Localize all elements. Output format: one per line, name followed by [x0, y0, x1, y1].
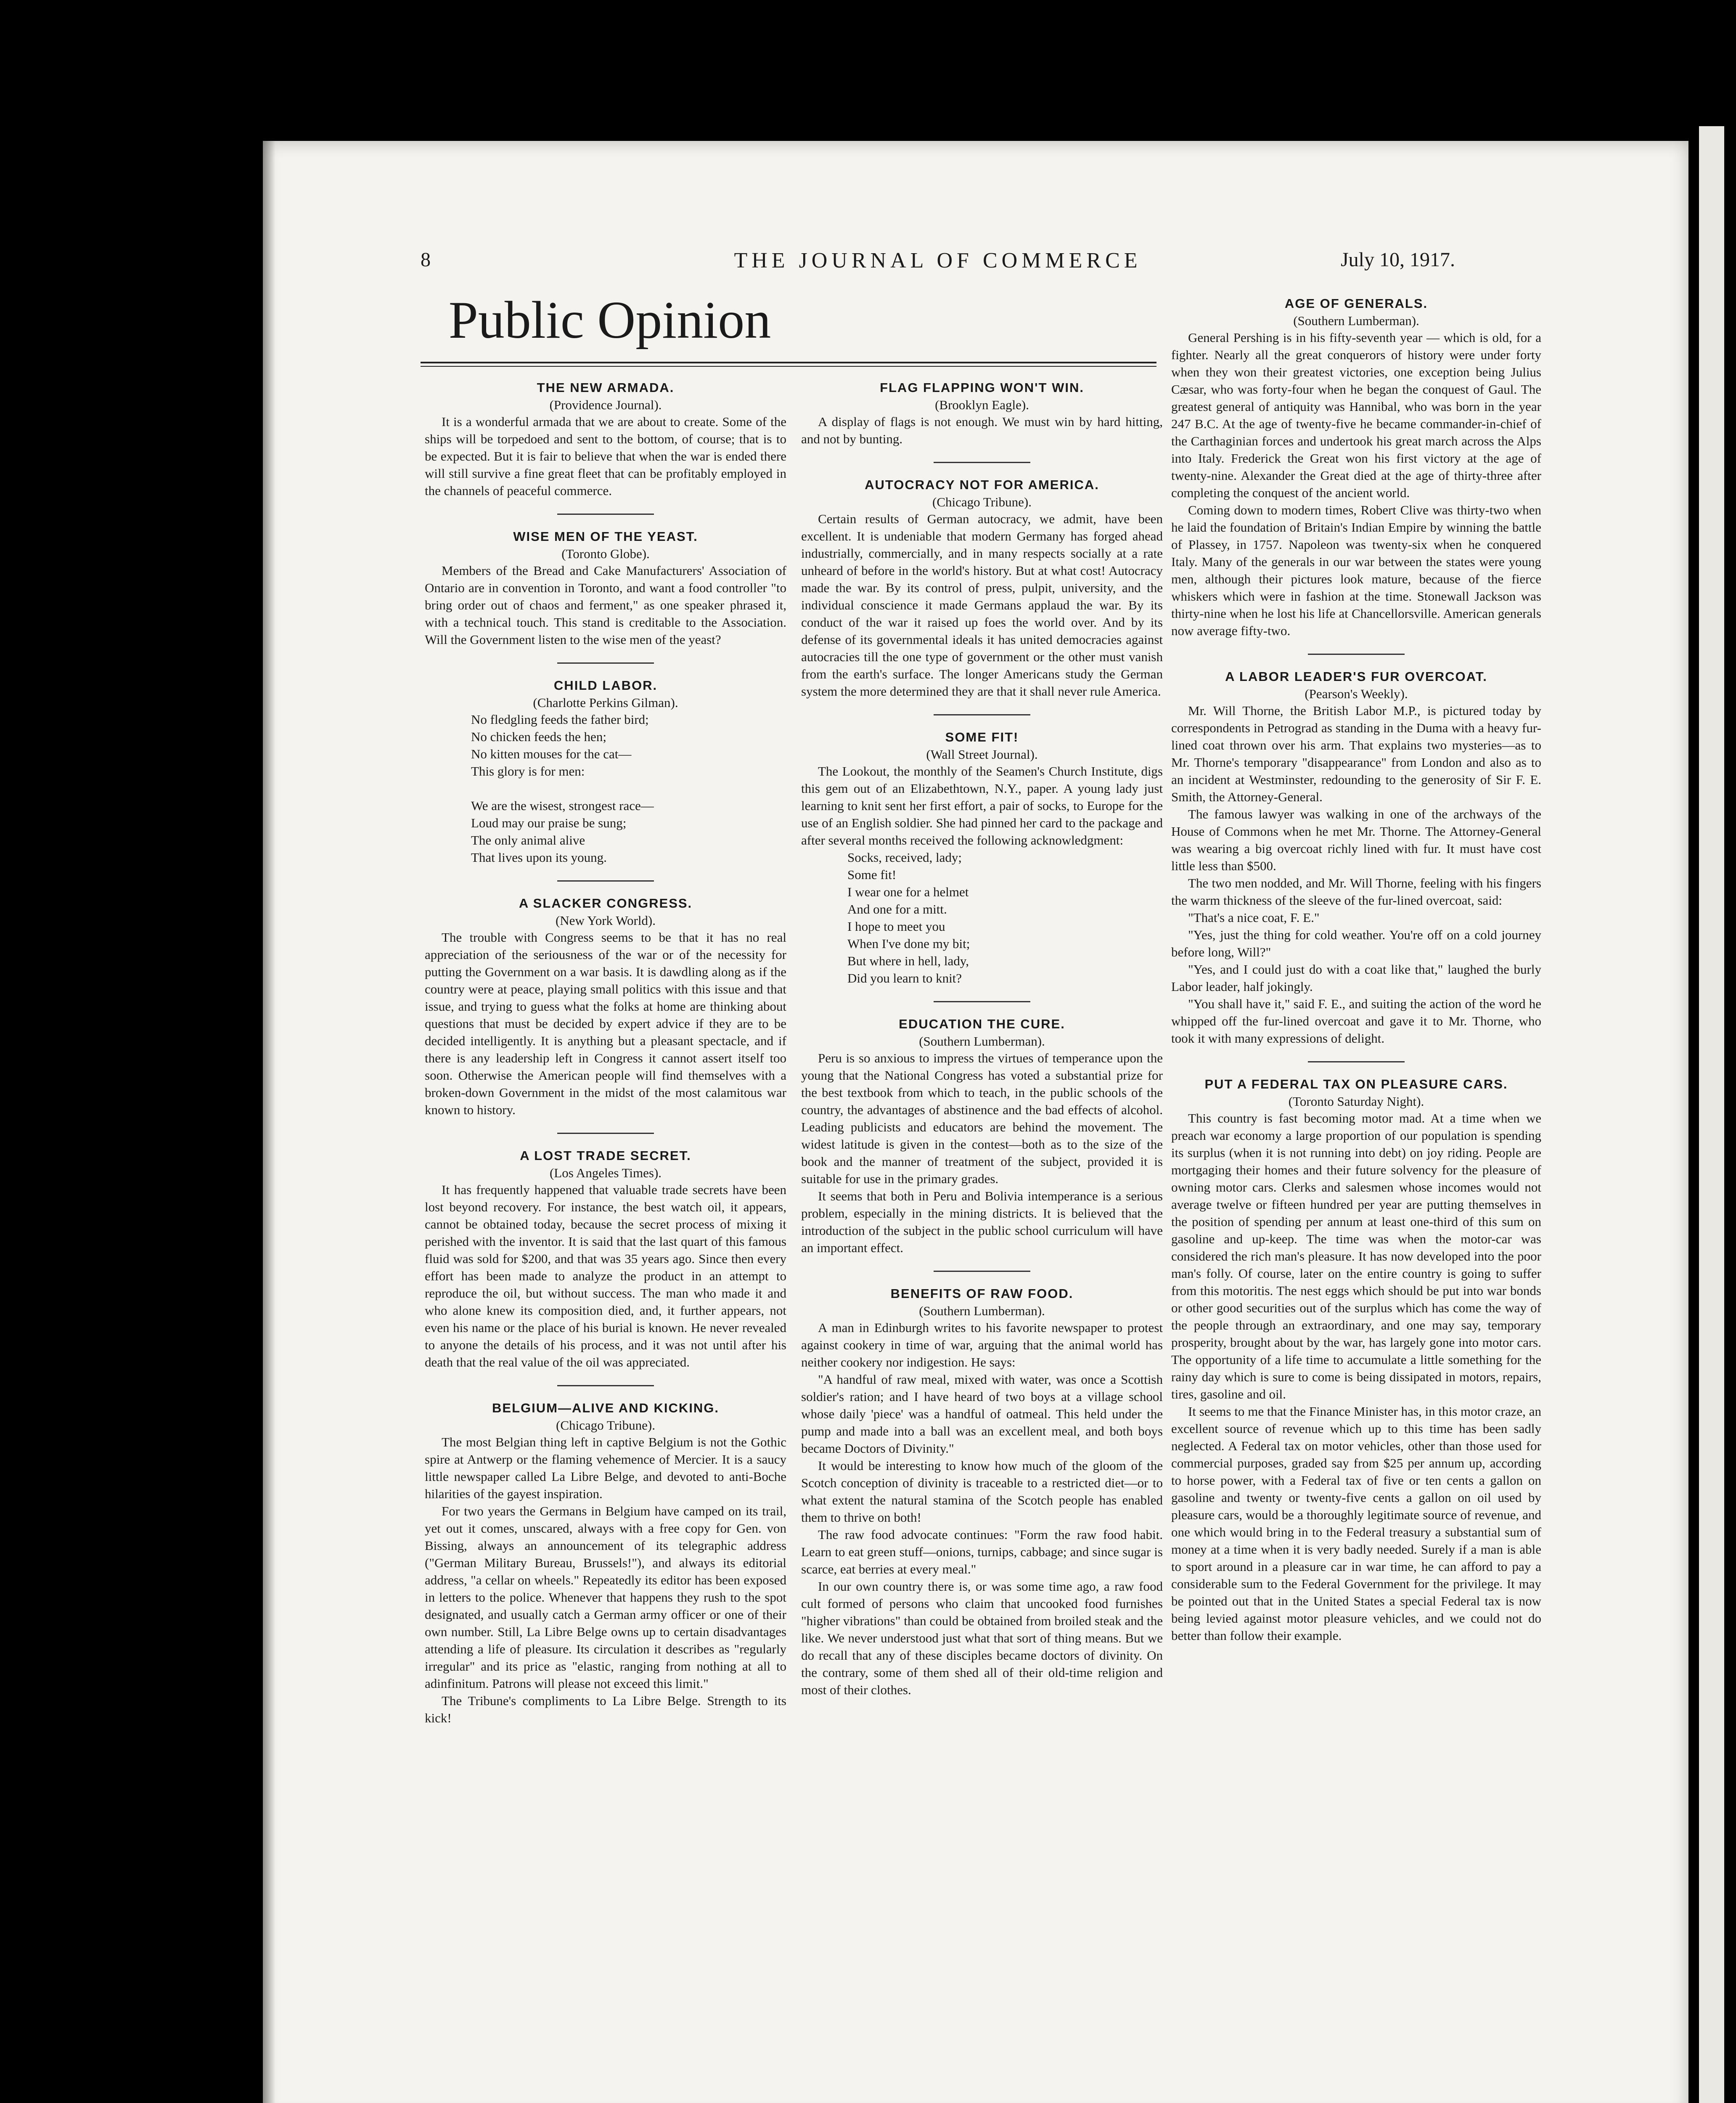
article — [1171, 1075, 1541, 1644]
verse-line: And one for a mitt. — [847, 902, 947, 916]
article-source: (Charlotte Perkins Gilman). — [533, 695, 678, 710]
article-source: (Southern Lumberman). — [1293, 313, 1419, 328]
article-source: (Chicago Tribune). — [932, 495, 1032, 509]
article — [801, 728, 1163, 987]
column-3 — [1171, 294, 1541, 1658]
article-paragraph: It seems that both in Peru and Bolivia intemperance is a serious problem, especially in the mining districts. It is believed that the introduction of the subject in the public school curriculum will have an important effect. — [801, 1189, 1163, 1255]
article-paragraph: "You shall have it," said F. E., and suiting the action of the word he whipped off the fur-lined overcoat and gave it to Mr. Thorne, who took it with many expressions of delight. — [1171, 996, 1541, 1046]
article-divider — [557, 514, 654, 515]
article-divider — [557, 1133, 654, 1134]
article-headline: CHILD LABOR. — [553, 678, 658, 693]
article-source: (Providence Journal). — [549, 397, 662, 412]
article-source: (Wall Street Journal). — [926, 747, 1038, 762]
page-header — [421, 248, 1455, 278]
article-paragraph: The Lookout, the monthly of the Seamen's Church Institute, digs this gem out of an Elizabethtown, N.Y., paper. A young lady just learning to knit sent her first effort, a pair of socks, to Europe for the use of an English soldier. She had pinned her card to the package and after several months received the following acknowledgment: — [801, 764, 1163, 848]
article-source: (Pearson's Weekly). — [1305, 686, 1408, 701]
article-verse — [425, 711, 786, 866]
verse-line — [471, 780, 786, 797]
verse-line: Loud may our praise be sung; — [471, 816, 627, 830]
article — [801, 379, 1163, 448]
article-headline: A LABOR LEADER'S FUR OVERCOAT. — [1225, 669, 1487, 684]
article-paragraph: "Yes, and I could just do with a coat like that," laughed the burly Labor leader, half jokingly. — [1171, 962, 1541, 994]
article-source: (Southern Lumberman). — [919, 1034, 1045, 1049]
article-paragraph: The Tribune's compliments to La Libre Belge. Strength to its kick! — [425, 1693, 786, 1725]
article — [1171, 294, 1541, 639]
article — [801, 476, 1163, 700]
issue-date: July 10, 1917. — [1340, 249, 1455, 271]
verse-line: That lives upon its young. — [471, 850, 607, 865]
article-paragraph: The famous lawyer was walking in one of the archways of the House of Commons when he met Mr. Thorne. The Attorney-General was wearing a big overcoat richly lined with fur. It must have cost little less than $500. — [1171, 807, 1541, 873]
article — [425, 1147, 786, 1371]
article-paragraph: Mr. Will Thorne, the British Labor M.P., is pictured today by correspondents in Petrograd as standing in the Duma with a heavy fur-lined coat thrown over his arm. That explains two mysteries—as to Mr. Thorne's temporary "disappearance" from London and also as to an incident at Westminster, redounding to the generosity of Sir F. E. Smith, the Attorney-General. — [1171, 703, 1541, 804]
article-source: (Brooklyn Eagle). — [935, 397, 1029, 412]
article-headline: A LOST TRADE SECRET. — [520, 1148, 691, 1163]
verse-line: Did you learn to knit? — [847, 971, 962, 985]
article-paragraph: A display of flags is not enough. We must win by hard hitting, and not by bunting. — [801, 414, 1163, 446]
article-paragraph: The most Belgian thing left in captive Belgium is not the Gothic spire at Antwerp or the flaming vehemence of Mercier. It is a saucy little newspaper called La Libre Belge, and devoted to anti-Boche hilarities of the gayest inspiration. — [425, 1435, 786, 1501]
title-rule — [421, 362, 1156, 367]
verse-line: We are the wisest, strongest race— — [471, 798, 654, 813]
article-source: (Los Angeles Times). — [549, 1165, 662, 1180]
column-1 — [425, 379, 786, 1741]
article-paragraph: A man in Edinburgh writes to his favorite newspaper to protest against cookery in time of war, arguing that the animal world has neither cookery nor indigestion. He says: — [801, 1320, 1163, 1369]
verse-line: Socks, received, lady; — [847, 850, 962, 865]
article — [425, 1399, 786, 1727]
article-divider — [557, 1385, 654, 1386]
verse-line: I wear one for a helmet — [847, 885, 969, 899]
verse-line: No chicken feeds the hen; — [471, 729, 606, 744]
verse-line: The only animal alive — [471, 833, 585, 848]
article-paragraph: The two men nodded, and Mr. Will Thorne, feeling with his fingers the warm thickness of the sleeve of the fur-lined overcoat, said: — [1171, 876, 1541, 908]
article-headline: AUTOCRACY NOT FOR AMERICA. — [865, 477, 1099, 492]
page-fold-shadow — [263, 141, 275, 2103]
verse-line: When I've done my bit; — [847, 936, 970, 951]
article-paragraph: It is a wonderful armada that we are about to create. Some of the ships will be torpedoed and sent to the bottom, of course; that is to be expected. But it is fair to believe that when the war is ended there will still survive a fine great fleet that can be profitably employed in the channels of peaceful commerce. — [425, 414, 786, 498]
article — [425, 676, 786, 866]
article-headline: WISE MEN OF THE YEAST. — [513, 529, 698, 544]
article-paragraph: It has frequently happened that valuable trade secrets have been lost beyond recovery. For instance, the best watch oil, it appears, cannot be obtained today, because the secret process of mixing it perished with the inventor. It is said that the last quart of this famous fluid was sold for $200, and that was 35 years ago. Since then every effort has been made to analyze the product in an attempt to reproduce the oil, but without success. The man who made it and who alone knew its composition died, and, it further appears, not even his name or the place of his burial is known. He never revealed to anyone the details of his process, and it was not until after his death that the real value of the oil was appreciated. — [425, 1182, 786, 1369]
article-paragraph: The trouble with Congress seems to be that it has no real appreciation of the seriousness of the war or of the necessity for putting the Government on a war basis. It is dawdling along as if the country were at peace, playing small politics with this issue and that issue, and trying to guess what the folks at home are thinking about questions that must be decided by expert advice if they are to be decided intelligently. It is anything but a pleasant spectacle, and if there is any leadership left in Congress it cannot assert itself too soon. Otherwise the American people will find themselves with a broken-down Government in the midst of the most calamitous war known to history. — [425, 930, 786, 1117]
article-headline: PUT A FEDERAL TAX ON PLEASURE CARS. — [1204, 1077, 1508, 1091]
article-paragraph: It seems to me that the Finance Minister has, in this motor craze, an excellent source of revenue which up to this time has been sadly neglected. A Federal tax on motor vehicles, other than those used for commercial purposes, graded say from $25 per annum up, according to horse power, with a Federal tax of five or ten cents a gallon on gasoline and twenty or twenty-five cents a gallon on oil used by pleasure cars, would be a thoroughly legitimate source of revenue, and one which would bring in to the Federal treasury a substantial sum of money at a time when it is very badly needed. Surely if a man is able to sport around in a pleasure car in war time, he can afford to pay a considerable sum to the Federal Government for the privilege. It may be pointed out that in the United States a special Federal tax is now being levied against motor pleasure vehicles, and we could not do better than follow their example. — [1171, 1404, 1541, 1643]
article-paragraph: "Yes, just the thing for cold weather. You're off on a cold journey before long, Will?" — [1171, 927, 1541, 959]
article-headline: EDUCATION THE CURE. — [899, 1017, 1065, 1031]
article-paragraph: "That's a nice coat, F. E." — [1188, 910, 1320, 925]
article — [801, 1015, 1163, 1256]
article-paragraph: Members of the Bread and Cake Manufacturers' Association of Ontario are in convention in Toronto, and want a food controller "to bring order out of chaos and ferment," as one speaker phrased it, with a technical touch. This stand is creditable to the Association. Will the Government listen to the wise men of the yeast? — [425, 563, 786, 647]
article-source: (New York World). — [555, 913, 656, 928]
article-headline: BELGIUM—ALIVE AND KICKING. — [492, 1401, 719, 1415]
article-divider — [934, 1001, 1030, 1002]
verse-line: I hope to meet you — [847, 919, 945, 934]
verse-line: No fledgling feeds the father bird; — [471, 712, 649, 727]
verse-line: But where in hell, lady, — [847, 954, 969, 968]
article-divider — [557, 662, 654, 664]
article-paragraph: This country is fast becoming motor mad. At a time when we preach war economy a large proportion of our population is spending its surplus (when it is not running into debt) on joy riding. People are mortgaging their homes and their future solvency for the pleasure of owning motor cars. Clerks and salesmen whose incomes would not average twelve or fifteen hundred per year are putting themselves in the position of spending per annum at least one-third of this sum on gasoline and up-keep. The time was when the motor-car was considered the rich man's pleasure. It has now developed into the poor man's folly. Of course, later on the entire country is going to suffer from this motoritis. The nest eggs which should be put into war bonds or other good securities out of the surplus which has come the way of the people through an extraordinary, and one may say, temporary prosperity, brought about by the war, has largely gone into motor cars. The opportunity of a life time to accumulate a little something for the rainy day which is sure to come is being dissipated in motors, repairs, tires, gasoline and oil. — [1171, 1111, 1541, 1401]
article — [801, 1285, 1163, 1698]
verse-line: This glory is for men: — [471, 764, 585, 779]
article — [425, 894, 786, 1118]
page-title: Public Opinion — [448, 291, 771, 350]
article-divider — [557, 880, 654, 882]
article-paragraph: Coming down to modern times, Robert Clive was thirty-two when he laid the foundation of Britain's Indian Empire by winning the battle of Plassey, in 1757. Napoleon was twenty-six when he conquered Italy. Many of the generals in our war between the states were young men, although their pictures look mature, because of the fierce whiskers which were in fashion at the time. Stonewall Jackson was thirty-nine when he lost his life at Chancellorsville. American generals now average fifty-two. — [1171, 503, 1541, 638]
article-divider — [934, 714, 1030, 715]
article-paragraph: The raw food advocate continues: "Form the raw food habit. Learn to eat green stuff—onions, turnips, cabbage; and since sugar is scarce, eat berries at every meal." — [801, 1527, 1163, 1576]
article-paragraph: Peru is so anxious to impress the virtues of temperance upon the young that the National Congress has voted a substantial prize for the best textbook from which to teach, in the public schools of the country, the advantages of abstinence and the bad effects of alcohol. Leading publicists and educators are behind the movement. The widest latitude is given in the contest—both as to the size of the book and the manner of treatment of the subject, provided it is suitable for use in the primary grades. — [801, 1051, 1163, 1186]
article-source: (Toronto Globe). — [561, 546, 650, 561]
article-verse — [801, 849, 1163, 987]
article-source: (Chicago Tribune). — [556, 1418, 655, 1433]
article-headline: BENEFITS OF RAW FOOD. — [890, 1286, 1074, 1301]
article-paragraph: General Pershing is in his fifty-seventh year — which is old, for a fighter. Nearly all the great conquerors of history were under forty when they won their greatest victories, one exception being Julius Cæsar, who was forty-four when he began the conquest of Gaul. The greatest general of antiquity was Hannibal, who was born in the year 247 B.C. At the age of twenty-five he became commander-in-chief of the Carthaginian forces and undertook his great march across the Alps into Italy. Frederick the Great won his first victory at the age of twenty-nine. Alexander the Great died at the age of thirty-three after completing the conquest of the ancient world. — [1171, 330, 1541, 500]
article-paragraph: For two years the Germans in Belgium have camped on its trail, yet out it comes, unscared, always with a free copy for Gen. von Bissing, always an announcement of its telegraphic address ("German Military Bureau, Brussels!"), and always its editorial address, "a cellar on wheels." Repeatedly its editor has been exposed in letters to the police. Whenever that happens they rush to the spot designated, and usually catch a German army officer or one of their own number. Still, La Libre Belge owns up to certain disadvantages attending a life of pleasure. Its circulation it describes as "regularly irregular" and its price as "elastic, ranging from nothing at all to adinfinitum. Patrons will please not exceed this limit." — [425, 1504, 786, 1691]
article-headline: A SLACKER CONGRESS. — [519, 896, 693, 911]
article-paragraph: Certain results of German autocracy, we admit, have been excellent. It is undeniable that modern Germany has forged ahead industrially, commercially, and in many respects socially at a rate unheard of before in the world's history. But at what cost! Autocracy made the war. By its control of press, pulpit, university, and the individual conscience it made Germans applaud the war. By its conduct of the war it raised up foes the world over. And by its defense of its governmental ideals it has united democracies against autocracies till the one type of government or the other must vanish from the earth's surface. The longer Americans study the German system the more determined they are that it shall never rule America. — [801, 511, 1163, 699]
article — [425, 379, 786, 499]
journal-name: THE JOURNAL OF COMMERCE — [734, 249, 1142, 273]
article — [425, 527, 786, 648]
article-headline: FLAG FLAPPING WON'T WIN. — [880, 380, 1084, 395]
article-headline: AGE OF GENERALS. — [1284, 296, 1428, 311]
article-paragraph: "A handful of raw meal, mixed with water, was once a Scottish soldier's ration; and I have heard of two boys at a village school whose daily 'piece' was a handful of oatmeal. This held under the pump and made into a ball was an excellent meal, and both boys became Doctors of Divinity." — [801, 1372, 1163, 1456]
article-paragraph: It would be interesting to know how much of the gloom of the Scotch conception of divinity is traceable to a restricted diet—or to what extent the natural stamina of the Scotch people has enabled them to thrive on both! — [801, 1458, 1163, 1525]
article-divider — [1308, 654, 1405, 655]
page-number: 8 — [421, 249, 431, 271]
article — [1171, 667, 1541, 1047]
article-divider — [934, 1271, 1030, 1272]
adjacent-page-edge — [1699, 126, 1724, 2103]
article-paragraph: In our own country there is, or was some time ago, a raw food cult formed of persons who claim that uncooked food furnishes "higher vibrations" than could be obtained from broiled steak and the like. We never understood just what that sort of thing means. But we do recall that any of these disciples became doctors of divinity. On the contrary, some of them shed all of their old-time religion and most of their clothes. — [801, 1579, 1163, 1697]
column-2 — [801, 379, 1163, 1713]
article-headline: THE NEW ARMADA. — [537, 380, 675, 395]
article-source: (Southern Lumberman). — [919, 1303, 1045, 1318]
article-headline: SOME FIT! — [945, 730, 1019, 744]
verse-line: Some fit! — [847, 867, 897, 882]
article-divider — [1308, 1061, 1405, 1062]
article-source: (Toronto Saturday Night). — [1288, 1094, 1424, 1109]
verse-line: No kitten mouses for the cat— — [471, 747, 632, 761]
article-divider — [934, 462, 1030, 463]
